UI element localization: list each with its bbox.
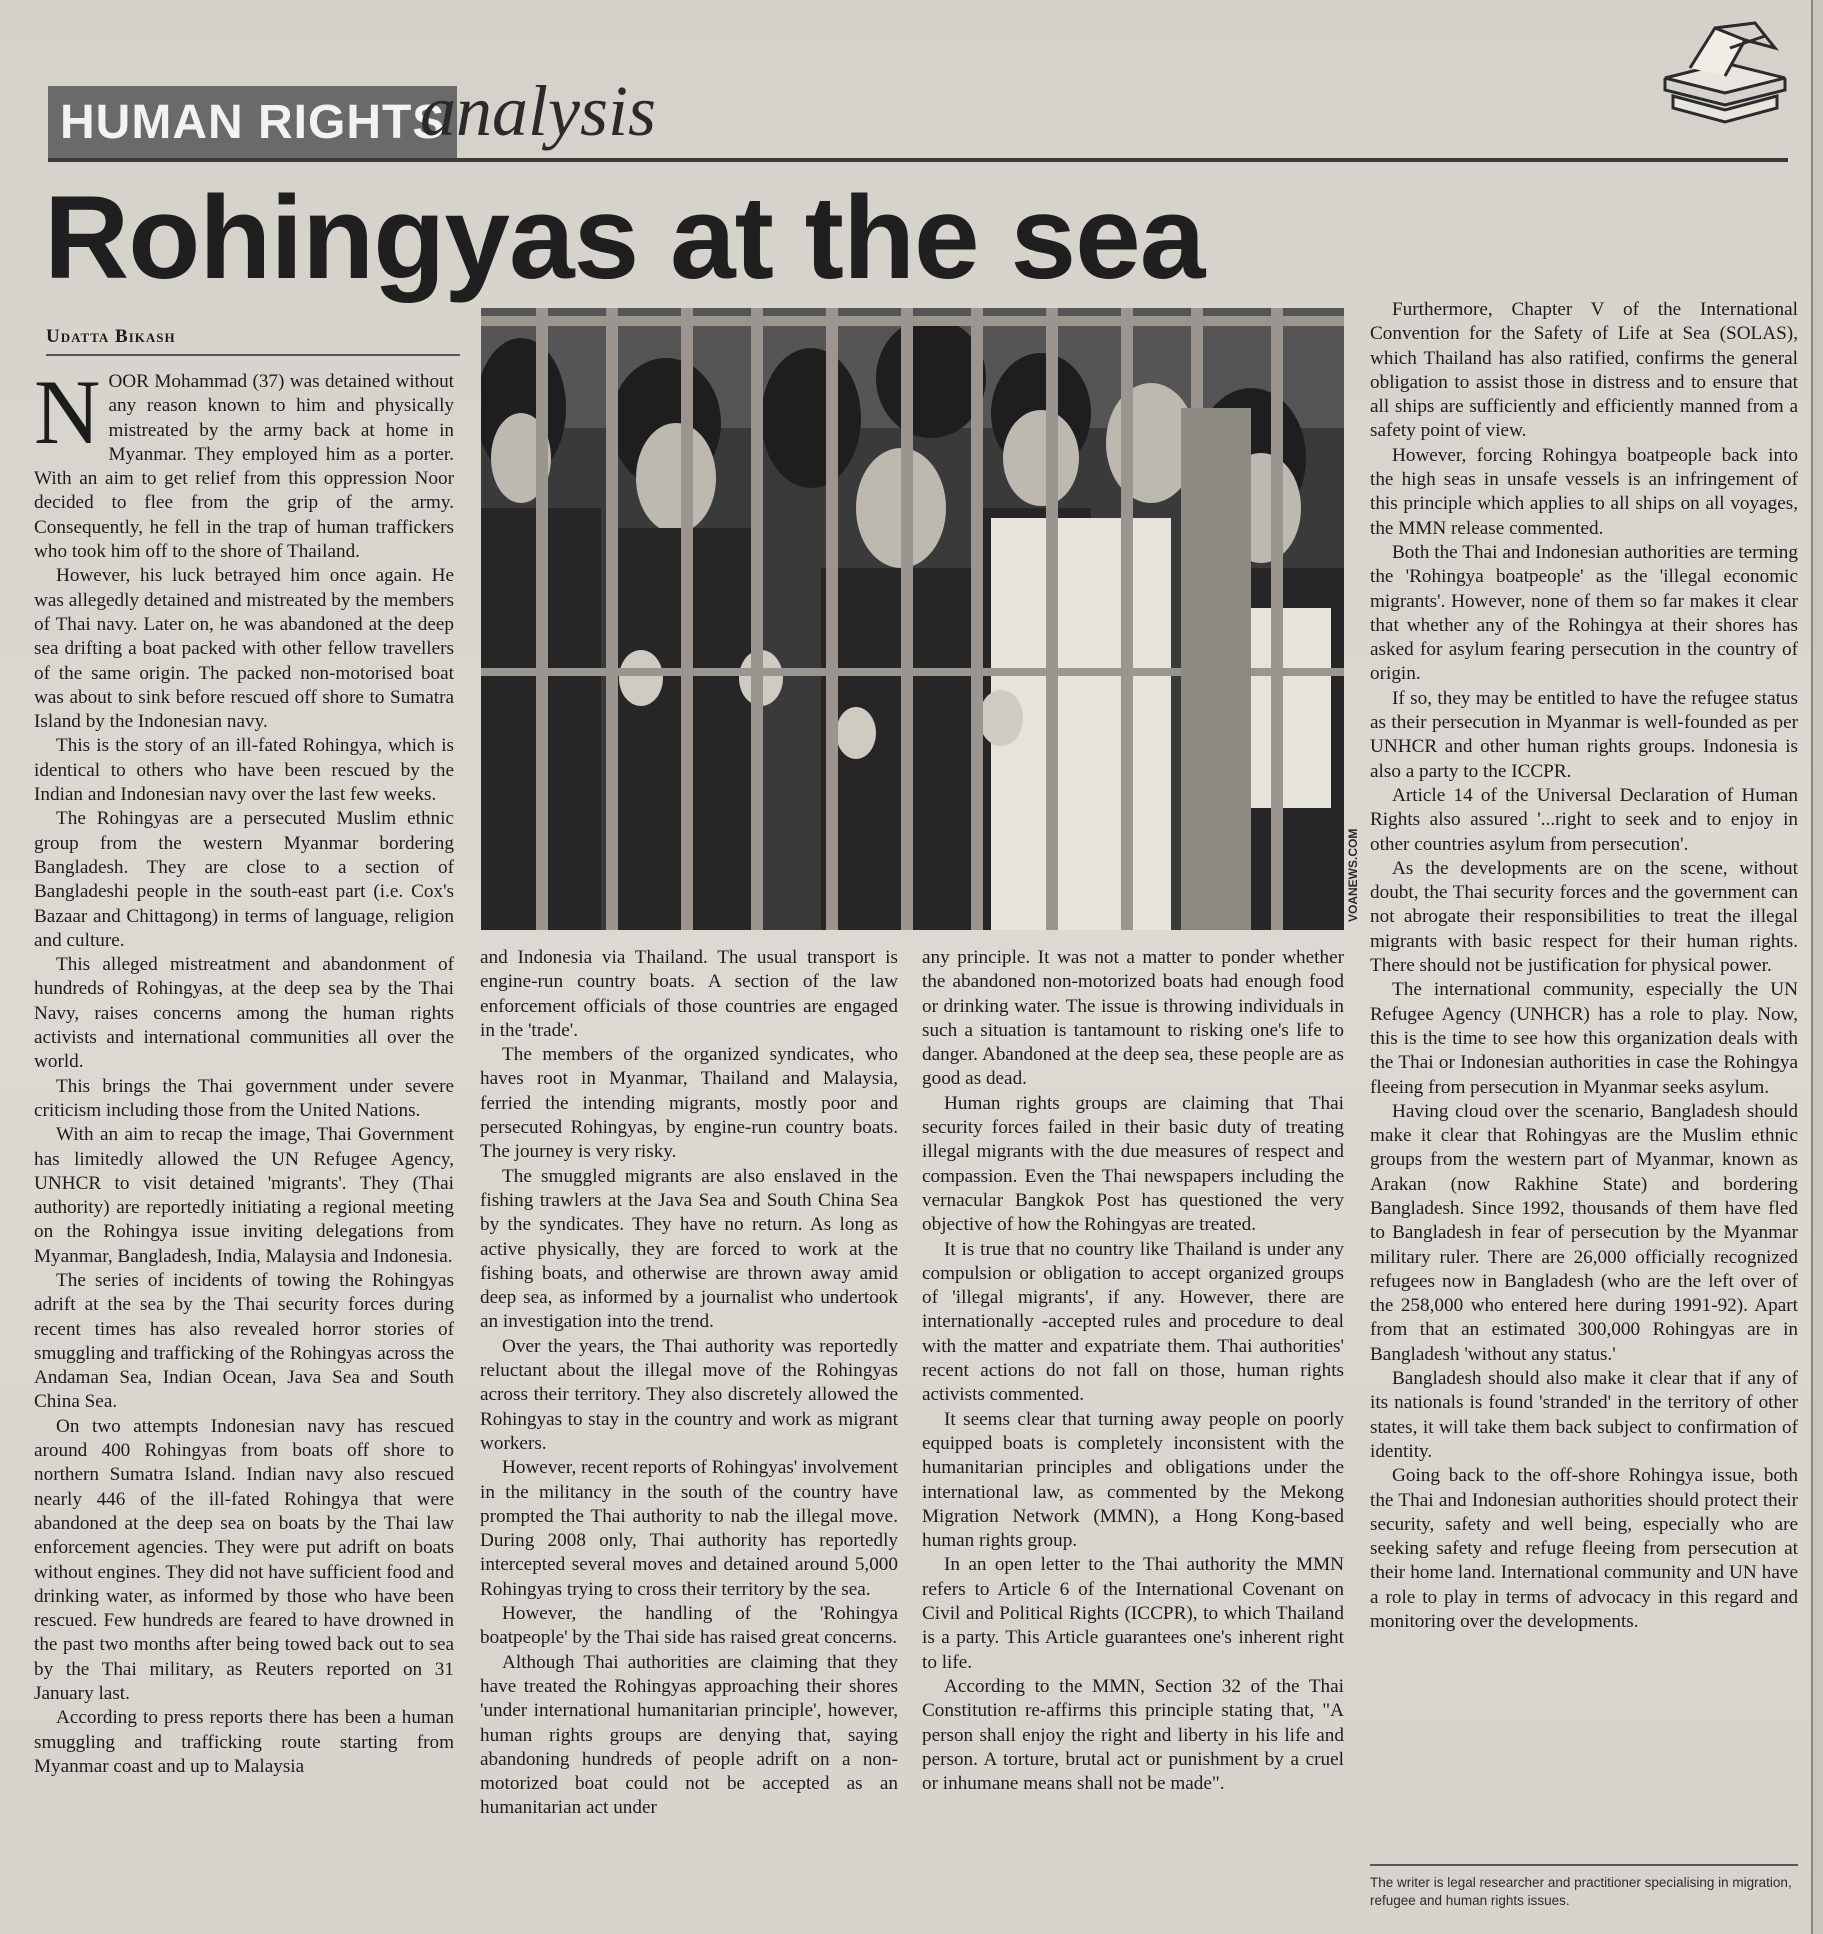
paragraph: As the developments are on the scene, without doubt, the Thai security forces and the government can not abrogate their responsibilities to treat the illegal migrants with basic respect for their human rights. There should not be justification for physical power. [1370,857,1798,977]
paragraph: With an aim to recap the image, Thai Government has limitedly allowed the UN Refugee Agency, UNHCR to visit detained 'migrants'. They (Thai authority) are reportedly initiating a regional meeting on the Rohingya issue inviting delegations from Myanmar, Bangladesh, India, Malaysia and Indonesia. [34,1124,454,1267]
paragraph: According to press reports there has been a human smuggling and trafficking route starting from Myanmar coast and up to Malaysia [34,1707,454,1777]
paragraph: Bangladesh should also make it clear that if any of its nationals is found 'stranded' in the territory of other states, it will take them back subject to confirmation of identity. [1370,1368,1798,1462]
paragraph: Over the years, the Thai authority was reportedly reluctant about the illegal move of the Rohingyas across their territory. They also discretely allowed the Rohingyas to stay in the country and work as migrant workers. [480,1335,898,1454]
paragraph: Having cloud over the scenario, Bangladesh should make it clear that Rohingyas are the Muslim ethnic groups from the western part of Myanmar, known as Arakan (now Rakhine State) and bordering Bangladesh. Since 1992, thousands of them have fled to Bangladesh in fear of persecution by the Myanmar military ruler. There are 26,000 officially recognized refugees now in Bangladesh (who are the left over of the 258,000 who entered here during 1991-92). Apart from that an estimated 300,000 Rohingyas are in Bangladesh 'without any status.' [1370,1100,1798,1365]
paragraph: The Rohingyas are a persecuted Muslim ethnic group from the western Myanmar bordering Bangladesh. They are close to a section of Bangladeshi people in the south-east part (i.e. Cox's Bazaar and Chittagong) in terms of language, religion and culture. [34,808,454,951]
paragraph: The members of the organized syndicates, who haves root in Myanmar, Thailand and Malaysia, ferried the intending migrants, mostly poor and persecuted Rohingyas, by engine-run country boats. The journey is very risky. [480,1044,898,1163]
paragraph: If so, they may be entitled to have the refugee status as their persecution in Myanmar is well-founded as per UNHCR and other human rights groups. Indonesia is also a party to the ICCPR. [1370,687,1798,782]
paragraph: Both the Thai and Indonesian authorities are terming the 'Rohingya boatpeople' as the 'illegal economic migrants'. However, none of them so far makes it clear that whether any of the Rohingya at their shores has asked for asylum fearing persecution in the country of origin. [1370,541,1798,685]
paragraph: The international community, especially the UN Refugee Agency (UNHCR) has a role to play. Now, this is the time to see how this organization deals with the Thai or Indonesian authorities in case the Rohingya fleeing from persecution in Myanmar seeks asylum. [1370,979,1798,1098]
paragraph: However, the handling of the 'Rohingya boatpeople' by the Thai side has raised great concerns. [480,1603,898,1649]
paragraph: Although Thai authorities are claiming that they have treated the Rohingyas approaching their shores 'under international humanitarian principle', however, human rights groups are denying that, saying abandoning hundreds of people adrift on a non-motorized boat could not be accepted as an humanitarian act under [480,1651,898,1819]
paragraph: According to the MMN, Section 32 of the Thai Constitution re-affirms this principle stating that, "A person shall enjoy the right and liberty in his life and person. A torture, brutal act or punishment by a cruel or inhumane means shall not be made". [922,1675,1344,1795]
paragraph: NOOR Mohammad (37) was detained without any reason known to him and physically mistreated by the army back at home in Myanmar. They employed him as a porter. With an aim to get relief from this oppression Noor decided to flee from the grip of the army. Consequently, he fell in the trap of human traffickers who took him off to the shore of Thailand. [34,361,454,563]
article-column-3 [922,946,1344,1796]
paragraph: any principle. It was not a matter to ponder whether the abandoned non-motorized boats had enough food or drinking water. The issue is throwing individuals in such a situation is tantamount to risking one's life to danger. Abandoned at the deep sea, these people are as good as dead. [922,947,1344,1090]
paragraph: Furthermore, Chapter V of the International Convention for the Safety of Life at Sea (SOLAS), which Thailand has also ratified, confirms the general obligation to assist those in distress and to ensure that all ships are sufficiently and efficiently manned from a safety point of view. [1370,299,1798,442]
books-icon [1655,18,1795,128]
paragraph: This brings the Thai government under severe criticism including those from the United Nations. [34,1075,454,1121]
paragraph: The smuggled migrants are also enslaved in the fishing trawlers at the Java Sea and South China Sea by the syndicates. They have no return. As long as active physically, they are forced to work at the fishing boats, and otherwise are thrown away amid deep sea, as informed by a journalist who undertook an investigation into the trend. [480,1165,898,1333]
section-kicker-label: HUMAN RIGHTS [60,95,446,149]
paragraph: On two attempts Indonesian navy has rescued around 400 Rohingyas from boats off shore to northern Sumatra Island. Indian navy also rescued nearly 446 of the ill-fated Rohingya that were abandoned at the deep sea on boats by the Thai law enforcement agencies. They were put adrift on boats without engines. They did not have sufficient food and drinking water, as informed by those who have been rescued. Few hundreds are feared to have drowned in the past two months after being towed back out to sea by the Thai military, as Reuters reported on 31 January last. [34,1415,454,1705]
detainees-behind-bars-photo [481,308,1344,930]
paragraph: Article 14 of the Universal Declaration of Human Rights also assured '...right to seek and to enjoy in other countries asylum from persecution'. [1370,784,1798,855]
dropcap: N [34,361,101,463]
photo-credit: VOANEWS.COM [1346,828,1360,922]
paragraph: However, forcing Rohingya boatpeople back into the high seas in unsafe vessels is an infringement of this principle which applies to all ships on all voyages, the MMN release commented. [1370,444,1798,539]
paragraph: Going back to the off-shore Rohingya issue, both the Thai and Indonesian authorities should protect their security, safety and well being, especially who are seeking safety and refuge fleeing from persecution at their home land. International community and UN have a role to play in terms of advocacy in this regard and monitoring over the developments. [1370,1465,1798,1633]
paragraph: However, recent reports of Rohingyas' involvement in the militancy in the south of the country have prompted the Thai authority to nab the illegal move. During 2008 only, Thai authority has reportedly intercepted several moves and detained around 5,000 Rohingyas trying to cross their territory by the sea. [480,1457,898,1600]
section-kicker-sub: analysis [420,71,657,151]
page-edge [1811,0,1823,1934]
photo-illustration [481,308,1344,930]
section-kicker [48,86,457,158]
paragraph: However, his luck betrayed him once again. He was allegedly detained and mistreated by the members of Thai navy. Later on, he was abandoned at the deep sea drifting a boat packed with other fellow travellers of the same origin. The packed non-motorised boat was about to sink before rescued off shore to Sumatra Island by the Indonesian navy. [34,565,454,733]
paragraph: The series of incidents of towing the Rohingyas adrift at the sea by the Thai security forces during recent times has also revealed horror stories of smuggling and trafficking of the Rohingyas across the Andaman Sea, Indian Ocean, Java Sea and South China Sea. [34,1269,454,1413]
paragraph: It seems clear that turning away people on poorly equipped boats is completely inconsistent with the humanitarian principles and obligations under the international law, as commented by the Mekong Migration Network (MMN), a Hong Kong-based human rights group. [922,1408,1344,1552]
article-column-2 [480,946,898,1821]
headline: Rohingyas at the sea [44,172,1205,304]
article-column-1 [34,361,454,1779]
paragraph: It is true that no country like Thailand is under any compulsion or obligation to accept organized groups of 'illegal migrants', if any. However, there are internationally -accepted rules and procedure to deal with the matter and expatriate them. Thai authorities' recent actions do not fall on those, human rights activists commented. [922,1238,1344,1406]
paragraph: This is the story of an ill-fated Rohingya, which is identical to others who have been rescued by the Indian and Indonesian navy over the last few weeks. [34,735,454,806]
paragraph: Human rights groups are claiming that Thai security forces failed in their basic duty of treating illegal migrants with the due measures of respect and compassion. Even the Thai newspapers including the vernacular Bangkok Post has questioned the very objective of how the Rohingyas are treated. [922,1092,1344,1236]
paragraph: and Indonesia via Thailand. The usual transport is engine-run country boats. A section of the law enforcement officials of those countries are engaged in the 'trade'. [480,947,898,1041]
paragraph: In an open letter to the Thai authority the MMN refers to Article 6 of the International Covenant on Civil and Political Rights (ICCPR), to which Thailand is a party. This Article guarantees one's inherent right to life. [922,1554,1344,1673]
paragraph: This alleged mistreatment and abandonment of hundreds of Rohingyas, at the deep sea by the Thai Navy, raises concerns among the human rights activists and international communities all over the world. [34,954,454,1073]
article-column-4 [1370,298,1798,1634]
author-note: The writer is legal researcher and practitioner specialising in migration, refugee and human rights issues. [1370,1864,1798,1910]
byline: Udatta Bikash [46,326,460,356]
